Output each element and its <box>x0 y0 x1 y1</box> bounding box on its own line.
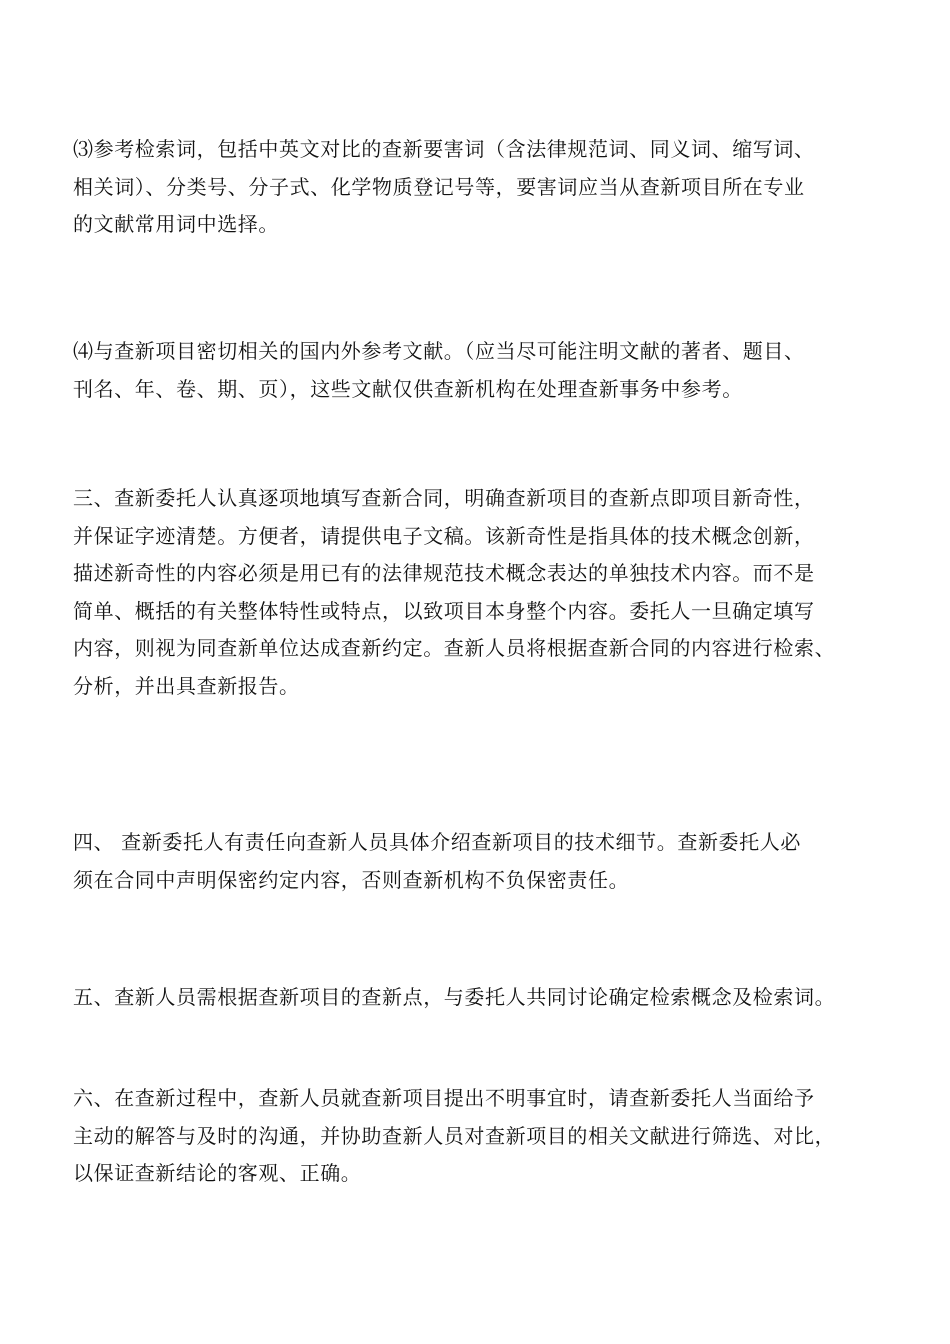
paragraph-section-six <box>73 1080 903 1193</box>
text-line: 相关词）、分类号、分子式、化学物质登记号等，要害词应当从查新项目所在专业 <box>73 174 805 199</box>
paragraph-section-four <box>73 824 903 899</box>
paragraph-section-five <box>73 979 903 1017</box>
text-line: 六、在查新过程中，查新人员就查新项目提出不明事宜时，请查新委托人当面给予 <box>73 1086 815 1110</box>
text-line: 简单、概括的有关整体特性或特点，以致项目本身整个内容。委托人一旦确定填写 <box>73 598 815 623</box>
text-line: 分析，并出具查新报告。 <box>73 673 300 698</box>
text-line: ⑶参考检索词，包括中英文对比的查新要害词（含法律规范词、同义词、缩写词、 <box>73 137 815 161</box>
text-line: 描述新奇性的内容必须是用已有的法律规范技术概念表达的单独技术内容。而不是 <box>73 561 815 585</box>
text-line: 刊名、年、卷、期、页），这些文献仅供查新机构在处理查新事务中参考。 <box>73 376 743 401</box>
text-line: 须在合同中声明保密约定内容，否则查新机构不负保密责任。 <box>73 867 630 892</box>
text-line: 三、查新委托人认真逐项地填写查新合同，明确查新项目的查新点即项目新奇性， <box>73 486 815 510</box>
text-line: 四、 查新委托人有责任向查新人员具体介绍查新项目的技术细节。查新委托人必 <box>73 830 801 854</box>
paragraph-reference-keywords <box>73 131 903 244</box>
text-line: 以保证查新结论的客观、正确。 <box>73 1161 362 1185</box>
text-line: 并保证字迹清楚。方便者，请提供电子文稿。该新奇性是指具体的技术概念创新， <box>73 523 815 548</box>
text-line: 五、查新人员需根据查新项目的查新点，与委托人共同讨论确定检索概念及检索词。 <box>73 985 836 1009</box>
text-line: 的文献常用词中选择。 <box>73 212 279 236</box>
text-line: 主动的解答与及时的沟通，并协助查新人员对查新项目的相关文献进行筛选、对比， <box>73 1123 836 1148</box>
text-line: ⑷与查新项目密切相关的国内外参考文献。（应当尽可能注明文献的著者、题目、 <box>73 339 805 363</box>
text-line: 内容，则视为同查新单位达成查新约定。查新人员将根据查新合同的内容进行检索、 <box>73 636 836 660</box>
paragraph-section-three <box>73 480 903 705</box>
paragraph-reference-literature <box>73 333 903 408</box>
